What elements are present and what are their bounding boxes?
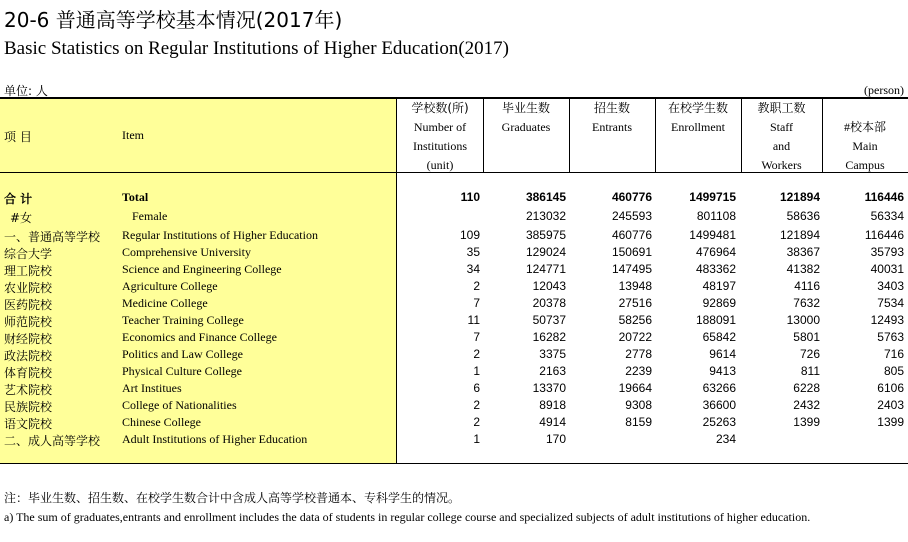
table-cell: 1399 [877, 415, 904, 429]
table-cell: 2403 [877, 398, 904, 412]
table-cell: 65842 [702, 330, 736, 344]
header-col-en: Number of [413, 120, 467, 134]
header-col-en: Campus [845, 158, 885, 172]
table-cell: 460776 [611, 228, 652, 242]
table-cell: 41382 [786, 262, 820, 276]
unit-label-cn: 单位: 人 [4, 84, 48, 98]
header-col-en: Institutions [412, 139, 467, 153]
table-cell: 5801 [793, 330, 820, 344]
table-cell: 13948 [618, 279, 652, 293]
row-label-en: Teacher Training College [122, 313, 244, 327]
table-cell: 27516 [618, 296, 652, 310]
table-cell: 13000 [786, 313, 820, 327]
row-label-cn: 理工院校 [4, 264, 53, 278]
table-cell: 805 [883, 364, 904, 378]
table-cell: 58636 [786, 209, 820, 223]
table-bottom-rule [0, 463, 908, 464]
header-col-3 [655, 99, 741, 137]
header-col-en: Workers [761, 158, 802, 172]
table-cell: 12043 [532, 279, 566, 293]
table-cell: 19664 [618, 381, 652, 395]
table-cell: 170 [545, 432, 566, 446]
table-cell: 386145 [525, 190, 566, 204]
row-label-cn: 二、成人高等学校 [4, 434, 101, 448]
header-col-cn: 教职工数 [757, 101, 806, 115]
table-cell: 245593 [611, 209, 652, 223]
row-label-en: Agriculture College [122, 279, 218, 293]
table-cell: 8918 [539, 398, 566, 412]
page-title-cn: 20-6 普通高等学校基本情况(2017年) [4, 8, 343, 32]
table-cell: 63266 [702, 381, 736, 395]
row-label-cn: 艺术院校 [4, 383, 53, 397]
table-cell: 2 [473, 398, 480, 412]
header-col-cn: 招生数 [593, 101, 630, 115]
header-col-en: Staff [769, 120, 794, 134]
header-item-cn: 项 目 [4, 130, 32, 144]
table-cell: 56334 [870, 209, 904, 223]
row-label-cn: 政法院校 [4, 349, 53, 363]
table-cell: 38367 [786, 245, 820, 259]
header-col-en: #校本部 [843, 120, 886, 134]
table-cell: 34 [466, 262, 480, 276]
row-label-en: Adult Institutions of Higher Education [122, 432, 308, 446]
row-label-cn: 财经院校 [4, 332, 53, 346]
table-cell: 58256 [618, 313, 652, 327]
table-cell: 1 [473, 432, 480, 446]
table-cell: 35 [466, 245, 480, 259]
table-cell: 6106 [877, 381, 904, 395]
table-cell: 7 [473, 330, 480, 344]
table-cell: 2432 [793, 398, 820, 412]
table-cell: 40031 [870, 262, 904, 276]
table-cell: 9308 [625, 398, 652, 412]
page-title-en: Basic Statistics on Regular Institutions of Higher Education(2017) [4, 38, 510, 59]
table-cell: 385975 [525, 228, 566, 242]
table-cell: 1499715 [689, 190, 736, 204]
row-label-cn: 体育院校 [4, 366, 53, 380]
table-cell: 1499481 [689, 228, 736, 242]
table-cell: 147495 [611, 262, 652, 276]
table-cell: 109 [459, 228, 480, 242]
row-label-cn: 医药院校 [4, 298, 53, 312]
table-cell: 3375 [539, 347, 566, 361]
table-cell: 9413 [709, 364, 736, 378]
table-cell: 7 [473, 296, 480, 310]
table-cell: 1399 [793, 415, 820, 429]
table-cell: 92869 [702, 296, 736, 310]
table-cell: 483362 [695, 262, 736, 276]
header-col-en: and [772, 139, 791, 153]
table-cell: 16282 [532, 330, 566, 344]
table-cell: 11 [467, 313, 480, 327]
table-cell: 13370 [532, 381, 566, 395]
header-item-en: Item [122, 128, 144, 142]
footnote-en: a) The sum of graduates,entrants and enrollment includes the data of students in regular college course and specialized subjects of adult institutions of higher education. [4, 510, 811, 524]
table-cell: 35793 [870, 245, 904, 259]
table-cell: 9614 [709, 347, 736, 361]
table-cell: 460776 [611, 190, 652, 204]
table-cell: 811 [800, 364, 820, 378]
header-col-cn: 在校学生数 [667, 101, 728, 115]
table-cell: 7632 [793, 296, 820, 310]
table-cell: 20722 [618, 330, 652, 344]
row-label-en: Comprehensive University [122, 245, 251, 259]
table-cell: 3403 [877, 279, 904, 293]
row-label-en: Regular Institutions of Higher Education [122, 228, 318, 242]
table-cell: 150691 [611, 245, 652, 259]
table-cell: 4116 [794, 279, 820, 293]
table-cell: 25263 [702, 415, 736, 429]
row-label-en: Physical Culture College [122, 364, 242, 378]
header-col-5 [822, 118, 908, 175]
table-cell: 121894 [779, 190, 820, 204]
row-label-en: Politics and Law College [122, 347, 243, 361]
table-cell: 124771 [525, 262, 566, 276]
table-cell: 2778 [625, 347, 652, 361]
row-label-en: Art Institues [122, 381, 182, 395]
table-cell: 7534 [877, 296, 904, 310]
row-label-cn: 民族院校 [4, 400, 53, 414]
table-cell: 20378 [532, 296, 566, 310]
footnote-cn: 注：毕业生数、招生数、在校学生数合计中含成人高等学校普通本、专科学生的情况。 [4, 491, 461, 505]
table-cell: 36600 [702, 398, 736, 412]
table-cell: 234 [715, 432, 736, 446]
table-cell: 129024 [525, 245, 566, 259]
table-cell: 213032 [525, 209, 566, 223]
table-cell: 2 [473, 415, 480, 429]
unit-label-en: (person) [864, 83, 904, 97]
header-col-en: Enrollment [671, 120, 725, 134]
table-cell: 726 [799, 347, 820, 361]
header-col-4 [741, 99, 822, 175]
row-label-en: Economics and Finance College [122, 330, 277, 344]
header-col-en: Entrants [592, 120, 632, 134]
row-label-en: Chinese College [122, 415, 201, 429]
table-cell: 116446 [864, 190, 904, 204]
table-cell: 110 [460, 190, 480, 204]
table-cell: 6228 [793, 381, 820, 395]
table-cell: 2 [473, 347, 480, 361]
header-col-en: Graduates [501, 120, 551, 134]
table-cell: 2 [473, 279, 480, 293]
row-label-en: Female [132, 209, 168, 223]
table-cell: 121894 [779, 228, 820, 242]
row-label-cn: 农业院校 [4, 281, 53, 295]
header-col-en: Main [852, 139, 878, 153]
table-cell: 50737 [532, 313, 566, 327]
table-cell: 801108 [696, 209, 736, 223]
header-col-cn: 毕业生数 [501, 101, 550, 115]
row-label-en: College of Nationalities [122, 398, 237, 412]
header-col-en: (unit) [426, 158, 454, 172]
header-col-cn: 学校数(所) [411, 101, 469, 115]
table-cell: 4914 [539, 415, 566, 429]
header-col-2 [569, 99, 655, 137]
row-label-en: Total [122, 190, 149, 204]
table-cell: 116446 [864, 228, 904, 242]
table-cell: 1 [473, 364, 480, 378]
row-label-cn: 师范院校 [4, 315, 53, 329]
table-cell: 6 [473, 381, 480, 395]
row-label-en: Science and Engineering College [122, 262, 282, 276]
header-col-1 [483, 99, 569, 137]
table-cell: 476964 [695, 245, 736, 259]
table-cell: 8159 [625, 415, 652, 429]
row-label-cn: #女 [10, 211, 33, 225]
table-cell: 48197 [702, 279, 736, 293]
table-cell: 2163 [539, 364, 566, 378]
table-cell: 2239 [625, 364, 652, 378]
table-cell: 5763 [877, 330, 904, 344]
table-cell: 188091 [695, 313, 736, 327]
header-col-0 [397, 99, 483, 175]
table-cell: 12493 [870, 313, 904, 327]
row-label-cn: 语文院校 [4, 417, 53, 431]
row-label-cn: 一、普通高等学校 [4, 230, 101, 244]
row-label-en: Medicine College [122, 296, 208, 310]
table-cell: 716 [883, 347, 904, 361]
row-label-cn: 合 计 [4, 192, 33, 206]
row-label-cn: 综合大学 [4, 247, 53, 261]
